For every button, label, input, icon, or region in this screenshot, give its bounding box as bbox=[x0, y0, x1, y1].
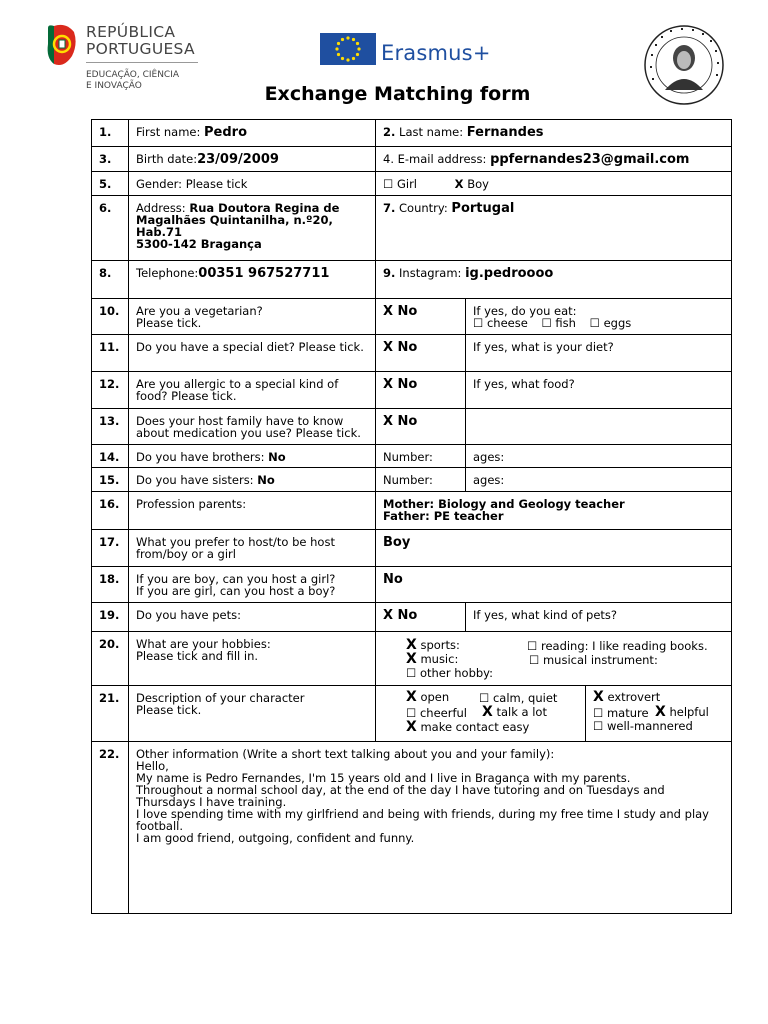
pets-followup[interactable]: If yes, what kind of pets? bbox=[466, 603, 732, 632]
row-pets bbox=[92, 603, 732, 632]
gender-boy-checkbox[interactable] bbox=[455, 177, 489, 191]
checked-mark: X bbox=[406, 651, 417, 667]
hobby-instrument-checkbox[interactable]: ☐ musical instrument: bbox=[529, 653, 658, 667]
medication-label-line2: about medication you use? Please tick. bbox=[136, 426, 361, 440]
mother-profession: Mother: Biology and Geology teacher bbox=[383, 497, 625, 511]
answer-value: X No bbox=[383, 340, 418, 355]
host-preference-answer[interactable] bbox=[376, 530, 732, 567]
instagram-cell[interactable] bbox=[376, 261, 732, 299]
char-mature-checkbox[interactable]: ☐ mature bbox=[593, 706, 649, 720]
gender-girl-checkbox[interactable]: ☐ Girl bbox=[383, 177, 417, 191]
portugal-shield-icon bbox=[44, 24, 78, 68]
brothers-label: Do you have brothers: bbox=[136, 450, 265, 464]
vegetarian-label-line2: Please tick. bbox=[136, 316, 202, 330]
diet-answer[interactable] bbox=[376, 335, 466, 372]
row-number: 14. bbox=[92, 445, 129, 468]
other-info-label: Other information (Write a short text talking about you and your family): bbox=[136, 747, 555, 761]
country-label: Country: bbox=[399, 201, 448, 215]
form-title: Exchange Matching form bbox=[264, 83, 531, 105]
row-number: 13. bbox=[92, 409, 129, 445]
checked-mark: X bbox=[454, 177, 464, 191]
char-open-label: open bbox=[420, 690, 450, 704]
gender-boy-label: Boy bbox=[467, 177, 489, 191]
other-info-line: Throughout a normal school day, at the end of the day I have tutoring and on Tuesdays and bbox=[136, 783, 665, 797]
row-number: 8. bbox=[92, 261, 129, 299]
birth-date-value: 23/09/2009 bbox=[197, 152, 279, 167]
row-number: 12. bbox=[92, 372, 129, 409]
row-number: 3. bbox=[92, 147, 129, 172]
row-sisters bbox=[92, 468, 732, 492]
answer-value: X No bbox=[383, 608, 418, 623]
last-name-cell[interactable] bbox=[376, 120, 732, 147]
telephone-label: Telephone: bbox=[136, 266, 199, 280]
medication-followup[interactable] bbox=[466, 409, 732, 445]
allergy-followup[interactable]: If yes, what food? bbox=[466, 372, 732, 409]
row-number: 19. bbox=[92, 603, 129, 632]
row-number: 21. bbox=[92, 686, 129, 742]
sisters-question bbox=[129, 468, 376, 492]
row-number: 10. bbox=[92, 299, 129, 335]
hobby-music-checkbox[interactable] bbox=[406, 653, 458, 666]
erasmus-text: Erasmus+ bbox=[381, 41, 491, 65]
row-number: 20. bbox=[92, 632, 129, 686]
eat-question: If yes, do you eat: bbox=[473, 304, 577, 318]
sisters-value: No bbox=[257, 473, 275, 487]
char-helpful-label: helpful bbox=[669, 705, 709, 719]
host-opposite-line2: If you are girl, can you host a boy? bbox=[136, 584, 336, 598]
email-label: 4. E-mail address: bbox=[383, 152, 487, 166]
instagram-value: ig.pedroooo bbox=[465, 266, 554, 281]
char-contact-checkbox[interactable] bbox=[406, 721, 529, 733]
row-medication bbox=[92, 409, 732, 445]
address-label: Address: bbox=[136, 201, 186, 215]
email-value: ppfernandes23@gmail.com bbox=[490, 152, 690, 167]
row-hobbies bbox=[92, 632, 732, 686]
first-name-cell[interactable] bbox=[129, 120, 376, 147]
row-character bbox=[92, 686, 732, 742]
char-well-mannered-checkbox[interactable]: ☐ well-mannered bbox=[593, 719, 693, 733]
host-preference-question bbox=[129, 530, 376, 567]
erasmus-logo bbox=[320, 33, 520, 67]
last-name-value: Fernandes bbox=[466, 125, 544, 140]
ministry-line2: E INOVAÇÃO bbox=[86, 81, 142, 91]
brothers-value: No bbox=[268, 450, 286, 464]
sisters-ages[interactable]: ages: bbox=[466, 468, 732, 492]
brothers-ages[interactable]: ages: bbox=[466, 445, 732, 468]
medication-answer[interactable] bbox=[376, 409, 466, 445]
hobbies-question bbox=[129, 632, 376, 686]
telephone-value: 00351 967527711 bbox=[198, 266, 330, 281]
other-info-cell[interactable] bbox=[129, 742, 732, 914]
other-info-line: football. bbox=[136, 819, 184, 833]
logo-divider bbox=[86, 62, 198, 63]
hobby-other-checkbox[interactable]: ☐ other hobby: bbox=[406, 666, 494, 680]
allergy-label-line2: food? Please tick. bbox=[136, 389, 237, 403]
address-line1: Rua Doutora Regina de bbox=[189, 201, 340, 215]
row-special-diet bbox=[92, 335, 732, 372]
email-cell[interactable] bbox=[376, 147, 732, 172]
birth-date-cell[interactable] bbox=[129, 147, 376, 172]
row-host-opposite bbox=[92, 567, 732, 603]
hobbies-options bbox=[376, 632, 732, 686]
checked-mark: X bbox=[593, 689, 604, 705]
address-line3: Hab.71 bbox=[136, 225, 182, 239]
answer-value: X No bbox=[383, 377, 418, 392]
character-options-b bbox=[586, 686, 732, 742]
char-calm-checkbox[interactable]: ☐ calm, quiet bbox=[479, 691, 558, 705]
hobbies-label-line2: Please tick and fill in. bbox=[136, 649, 259, 663]
row-vegetarian bbox=[92, 299, 732, 335]
row-address-country bbox=[92, 196, 732, 261]
profession-answer[interactable] bbox=[376, 492, 732, 530]
pets-question: Do you have pets: bbox=[129, 603, 376, 632]
char-cheerful-checkbox[interactable]: ☐ cheerful bbox=[406, 706, 467, 720]
instagram-label: Instagram: bbox=[399, 266, 462, 280]
gender-label: Gender: Please tick bbox=[129, 172, 376, 196]
eu-flag-icon bbox=[320, 33, 376, 65]
other-info-line: Thursdays I have training. bbox=[136, 795, 287, 809]
row-number: 18. bbox=[92, 567, 129, 603]
row-gender bbox=[92, 172, 732, 196]
row-number: 1. bbox=[92, 120, 129, 147]
other-info-line: Hello, bbox=[136, 759, 169, 773]
brothers-question bbox=[129, 445, 376, 468]
row-brothers bbox=[92, 445, 732, 468]
sisters-number[interactable]: Number: bbox=[376, 468, 466, 492]
character-label-line1: Description of your character bbox=[136, 691, 305, 705]
character-options-a bbox=[376, 686, 586, 742]
checked-mark: X bbox=[406, 719, 417, 735]
answer-value: No bbox=[383, 572, 403, 587]
profession-question: Profession parents: bbox=[129, 492, 376, 530]
first-name-value: Pedro bbox=[204, 125, 248, 140]
row-name bbox=[92, 120, 732, 147]
row-number: 6. bbox=[92, 196, 129, 261]
vegetarian-followup bbox=[466, 299, 732, 335]
row-number: 7. bbox=[383, 201, 396, 215]
address-line2: Magalhães Quintanilha, n.º20, bbox=[136, 213, 333, 227]
row-allergy bbox=[92, 372, 732, 409]
host-opposite-line1: If you are boy, can you host a girl? bbox=[136, 572, 336, 586]
gender-options bbox=[376, 172, 732, 196]
row-profession-parents bbox=[92, 492, 732, 530]
row-host-preference bbox=[92, 530, 732, 567]
checked-mark: X bbox=[406, 637, 417, 653]
last-name-label: Last name: bbox=[399, 125, 464, 139]
row-number: 22. bbox=[92, 742, 129, 914]
row-number: 9. bbox=[383, 266, 396, 280]
checked-mark: X bbox=[406, 689, 417, 705]
character-question bbox=[129, 686, 376, 742]
diet-question: Do you have a special diet? Please tick. bbox=[129, 335, 376, 372]
cheese-checkbox[interactable]: ☐ cheese bbox=[473, 316, 528, 330]
telephone-cell[interactable] bbox=[129, 261, 376, 299]
birth-date-label: Birth date: bbox=[136, 152, 198, 166]
medication-question bbox=[129, 409, 376, 445]
country-cell[interactable] bbox=[376, 196, 732, 261]
country-value: Portugal bbox=[451, 201, 515, 216]
row-number: 17. bbox=[92, 530, 129, 567]
row-other-info bbox=[92, 742, 732, 914]
fish-checkbox[interactable]: ☐ fish bbox=[541, 316, 576, 330]
hobby-music-label: music: bbox=[420, 652, 459, 666]
vegetarian-answer[interactable] bbox=[376, 299, 466, 335]
checked-mark: X bbox=[655, 704, 666, 720]
allergy-question bbox=[129, 372, 376, 409]
char-talk-checkbox[interactable] bbox=[482, 706, 547, 718]
host-opposite-question bbox=[129, 567, 376, 603]
row-number: 11. bbox=[92, 335, 129, 372]
hobby-sports-label: sports: bbox=[420, 638, 460, 652]
row-number: 2. bbox=[383, 125, 396, 139]
medication-label-line1: Does your host family have to know bbox=[136, 414, 344, 428]
sisters-label: Do you have sisters: bbox=[136, 473, 254, 487]
diet-followup[interactable]: If yes, what is your diet? bbox=[466, 335, 732, 372]
first-name-label: First name: bbox=[136, 125, 201, 139]
other-info-line: My name is Pedro Fernandes, I'm 15 years old and I live in Bragança with my parents. bbox=[136, 771, 631, 785]
address-line4: 5300-142 Bragança bbox=[136, 237, 262, 251]
father-profession: Father: PE teacher bbox=[383, 509, 504, 523]
republica-text bbox=[86, 24, 195, 58]
other-info-line: I love spending time with my girlfriend and being with friends, during my free time I study and play bbox=[136, 807, 709, 821]
allergy-answer[interactable] bbox=[376, 372, 466, 409]
row-telephone-instagram bbox=[92, 261, 732, 299]
character-label-line2: Please tick. bbox=[136, 703, 202, 717]
row-birth-email bbox=[92, 147, 732, 172]
pets-answer[interactable] bbox=[376, 603, 466, 632]
row-number: 5. bbox=[92, 172, 129, 196]
answer-value: X No bbox=[383, 304, 418, 319]
eggs-checkbox[interactable]: ☐ eggs bbox=[589, 316, 632, 330]
host-preference-line2: from/boy or a girl bbox=[136, 547, 236, 561]
row-number: 15. bbox=[92, 468, 129, 492]
checked-mark: X bbox=[482, 704, 493, 720]
hobby-reading-checkbox[interactable]: ☐ reading: I like reading books. bbox=[527, 639, 708, 653]
brothers-number[interactable]: Number: bbox=[376, 445, 466, 468]
vegetarian-label-line1: Are you a vegetarian? bbox=[136, 304, 263, 318]
char-talk-label: talk a lot bbox=[496, 705, 547, 719]
char-extrovert-label: extrovert bbox=[607, 690, 661, 704]
exchange-form-table bbox=[91, 119, 732, 914]
char-contact-label: make contact easy bbox=[420, 720, 530, 734]
republica-line2: PORTUGUESA bbox=[86, 40, 195, 58]
allergy-label-line1: Are you allergic to a special kind of bbox=[136, 377, 339, 391]
host-opposite-answer[interactable] bbox=[376, 567, 732, 603]
vegetarian-question bbox=[129, 299, 376, 335]
republica-line1: REPÚBLICA bbox=[86, 23, 176, 41]
address-cell[interactable] bbox=[129, 196, 376, 261]
host-preference-line1: What you prefer to host/to be host bbox=[136, 535, 335, 549]
hobbies-label-line1: What are your hobbies: bbox=[136, 637, 271, 651]
answer-value: Boy bbox=[383, 535, 411, 550]
char-open-checkbox[interactable] bbox=[406, 691, 449, 703]
char-extrovert-checkbox[interactable] bbox=[593, 691, 660, 703]
other-info-line: I am good friend, outgoing, confident and funny. bbox=[136, 831, 415, 845]
ministry-line1: EDUCAÇÃO, CIÊNCIA bbox=[86, 70, 180, 80]
row-number: 16. bbox=[92, 492, 129, 530]
char-helpful-checkbox[interactable] bbox=[655, 706, 709, 718]
answer-value: X No bbox=[383, 414, 418, 429]
